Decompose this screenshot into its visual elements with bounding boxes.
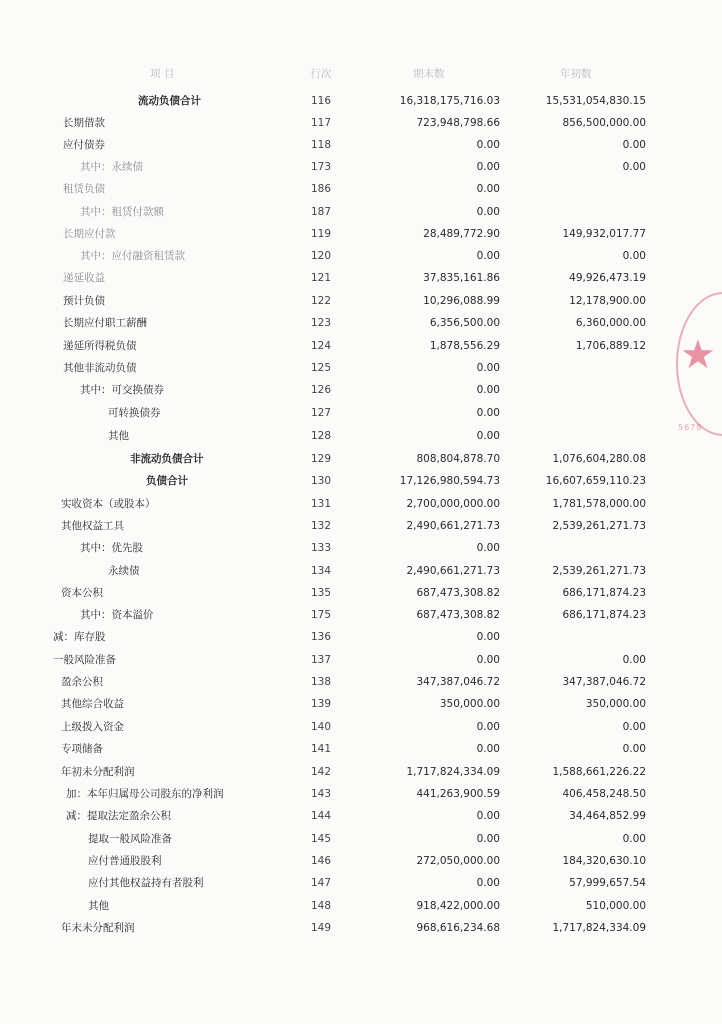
row-begin-balance: 686,171,874.23 <box>562 609 646 621</box>
table-row <box>0 245 722 267</box>
row-line-number: 131 <box>310 498 332 510</box>
row-begin-balance: 12,178,900.00 <box>569 295 646 307</box>
row-item-label: 其中：优先股 <box>80 542 143 554</box>
row-begin-balance: 149,932,017.77 <box>562 228 646 240</box>
row-begin-balance <box>500 537 646 559</box>
table-row <box>0 626 722 648</box>
row-end-balance: 272,050,000.00 <box>416 855 500 867</box>
row-item-label: 资本公积 <box>61 587 103 599</box>
row-begin-balance: 1,706,889.12 <box>575 340 646 352</box>
row-line-number: 126 <box>310 384 332 396</box>
row-item-label: 一般风险准备 <box>53 654 116 666</box>
row-line-number: 132 <box>310 520 332 532</box>
row-begin-balance: 0.00 <box>622 721 646 733</box>
row-end-balance: 441,263,900.59 <box>416 788 500 800</box>
row-end-balance: 0.00 <box>476 161 500 173</box>
row-line-number: 121 <box>310 272 332 284</box>
row-line-number: 129 <box>310 453 332 465</box>
table-row <box>0 693 722 715</box>
table-row <box>0 90 722 112</box>
table-row <box>0 223 722 245</box>
row-line-number: 124 <box>310 340 332 352</box>
row-begin-balance: 6,360,000.00 <box>575 317 646 329</box>
row-item-label: 永续债 <box>108 565 140 577</box>
row-line-number: 117 <box>310 117 332 129</box>
seal-text: 5678 <box>678 423 703 432</box>
row-end-balance: 0.00 <box>476 721 500 733</box>
row-begin-balance: 406,458,248.50 <box>562 788 646 800</box>
row-line-number: 123 <box>310 317 332 329</box>
row-item-label: 可转换债券 <box>108 407 161 419</box>
row-item-label: 其中：永续债 <box>80 161 143 173</box>
row-line-number: 187 <box>310 206 332 218</box>
row-line-number: 135 <box>310 587 332 599</box>
header-end-balance: 期末数 <box>413 68 445 80</box>
row-item-label: 盈余公积 <box>61 676 103 688</box>
row-item-label: 提取一般风险准备 <box>88 833 172 845</box>
row-begin-balance: 0.00 <box>622 250 646 262</box>
row-begin-balance: 350,000.00 <box>585 698 646 710</box>
table-row <box>0 872 722 894</box>
table-row <box>0 738 722 760</box>
row-end-balance: 918,422,000.00 <box>416 900 500 912</box>
row-line-number: 141 <box>310 743 332 755</box>
row-end-balance: 0.00 <box>476 250 500 262</box>
table-row <box>0 201 722 223</box>
row-item-label: 长期借款 <box>63 117 105 129</box>
header-begin-balance: 年初数 <box>560 68 592 80</box>
row-item-label: 非流动负债合计 <box>130 453 204 465</box>
row-item-label: 其中：可交换债券 <box>80 384 164 396</box>
row-item-label: 减：提取法定盈余公积 <box>66 810 171 822</box>
row-item-label: 专项储备 <box>61 743 103 755</box>
row-begin-balance: 34,464,852.99 <box>569 810 646 822</box>
row-end-balance: 0.00 <box>476 206 500 218</box>
row-line-number: 144 <box>310 810 332 822</box>
row-item-label: 其中：应付融资租赁款 <box>80 250 185 262</box>
row-line-number: 142 <box>310 766 332 778</box>
row-end-balance: 28,489,772.90 <box>423 228 500 240</box>
table-row <box>0 402 722 424</box>
table-row <box>0 649 722 671</box>
row-begin-balance: 0.00 <box>622 161 646 173</box>
row-begin-balance: 184,320,630.10 <box>562 855 646 867</box>
header-item: 项 目 <box>150 68 175 80</box>
table-row <box>0 425 722 447</box>
row-end-balance: 968,616,234.68 <box>416 922 500 934</box>
row-line-number: 136 <box>310 631 332 643</box>
row-end-balance: 687,473,308.82 <box>416 587 500 599</box>
table-row <box>0 850 722 872</box>
row-end-balance: 350,000.00 <box>439 698 500 710</box>
table-row <box>0 290 722 312</box>
row-end-balance: 17,126,980,594.73 <box>399 475 500 487</box>
row-item-label: 递延收益 <box>63 272 105 284</box>
table-row <box>0 537 722 559</box>
row-end-balance: 347,387,046.72 <box>416 676 500 688</box>
row-item-label: 其他 <box>108 430 129 442</box>
row-item-label: 租赁负债 <box>63 183 105 195</box>
row-line-number: 148 <box>310 900 332 912</box>
table-row <box>0 828 722 850</box>
row-end-balance: 0.00 <box>476 183 500 195</box>
row-item-label: 年初未分配利润 <box>61 766 135 778</box>
row-begin-balance <box>500 357 646 379</box>
table-row <box>0 560 722 582</box>
row-line-number: 143 <box>310 788 332 800</box>
row-end-balance: 0.00 <box>476 384 500 396</box>
row-begin-balance: 1,717,824,334.09 <box>552 922 646 934</box>
row-begin-balance: 686,171,874.23 <box>562 587 646 599</box>
row-line-number: 173 <box>310 161 332 173</box>
header-line-no: 行次 <box>310 68 332 80</box>
row-end-balance: 10,296,088.99 <box>423 295 500 307</box>
table-row <box>0 267 722 289</box>
table-row <box>0 761 722 783</box>
row-begin-balance <box>500 402 646 424</box>
row-begin-balance: 2,539,261,271.73 <box>552 520 646 532</box>
row-end-balance: 0.00 <box>476 833 500 845</box>
row-begin-balance: 1,076,604,280.08 <box>552 453 646 465</box>
row-begin-balance: 856,500,000.00 <box>562 117 646 129</box>
table-row <box>0 312 722 334</box>
table-row <box>0 156 722 178</box>
table-row <box>0 917 722 939</box>
row-end-balance: 16,318,175,716.03 <box>399 95 500 107</box>
row-item-label: 递延所得税负债 <box>63 340 137 352</box>
row-end-balance: 0.00 <box>476 743 500 755</box>
row-line-number: 128 <box>310 430 332 442</box>
row-end-balance: 0.00 <box>476 654 500 666</box>
row-end-balance: 687,473,308.82 <box>416 609 500 621</box>
row-begin-balance <box>500 626 646 648</box>
row-item-label: 其他 <box>88 900 109 912</box>
table-row <box>0 357 722 379</box>
row-line-number: 134 <box>310 565 332 577</box>
table-row <box>0 671 722 693</box>
row-line-number: 138 <box>310 676 332 688</box>
row-end-balance: 0.00 <box>476 877 500 889</box>
table-row <box>0 515 722 537</box>
row-end-balance: 0.00 <box>476 407 500 419</box>
row-line-number: 120 <box>310 250 332 262</box>
row-item-label: 上级拨入资金 <box>61 721 124 733</box>
row-end-balance: 723,948,798.66 <box>416 117 500 129</box>
table-row <box>0 335 722 357</box>
row-item-label: 流动负债合计 <box>138 95 201 107</box>
table-row <box>0 493 722 515</box>
row-end-balance: 1,717,824,334.09 <box>406 766 500 778</box>
row-begin-balance: 0.00 <box>622 743 646 755</box>
row-begin-balance: 1,781,578,000.00 <box>552 498 646 510</box>
table-row <box>0 604 722 626</box>
row-item-label: 其他权益工具 <box>61 520 124 532</box>
row-begin-balance: 0.00 <box>622 139 646 151</box>
row-item-label: 其中：资本溢价 <box>80 609 154 621</box>
table-row <box>0 379 722 401</box>
table-row <box>0 582 722 604</box>
row-begin-balance: 0.00 <box>622 654 646 666</box>
table-row <box>0 448 722 470</box>
row-line-number: 119 <box>310 228 332 240</box>
row-line-number: 133 <box>310 542 332 554</box>
row-begin-balance: 510,000.00 <box>585 900 646 912</box>
row-line-number: 140 <box>310 721 332 733</box>
row-begin-balance <box>500 201 646 223</box>
row-begin-balance: 347,387,046.72 <box>562 676 646 688</box>
row-item-label: 长期应付款 <box>63 228 116 240</box>
row-line-number: 130 <box>310 475 332 487</box>
table-row <box>0 895 722 917</box>
row-begin-balance: 15,531,054,830.15 <box>545 95 646 107</box>
row-begin-balance: 57,999,657.54 <box>569 877 646 889</box>
row-line-number: 139 <box>310 698 332 710</box>
row-begin-balance: 1,588,661,226.22 <box>552 766 646 778</box>
table-row <box>0 470 722 492</box>
row-end-balance: 0.00 <box>476 362 500 374</box>
row-item-label: 长期应付职工薪酬 <box>63 317 147 329</box>
row-item-label: 负债合计 <box>146 475 188 487</box>
row-begin-balance: 2,539,261,271.73 <box>552 565 646 577</box>
row-line-number: 118 <box>310 139 332 151</box>
row-begin-balance: 16,607,659,110.23 <box>545 475 646 487</box>
row-line-number: 186 <box>310 183 332 195</box>
table-row <box>0 112 722 134</box>
table-row <box>0 716 722 738</box>
row-line-number: 146 <box>310 855 332 867</box>
seal-star-icon: ★ <box>680 332 716 378</box>
row-end-balance: 2,700,000,000.00 <box>406 498 500 510</box>
row-begin-balance <box>500 425 646 447</box>
row-line-number: 149 <box>310 922 332 934</box>
row-item-label: 应付其他权益持有者股利 <box>88 877 204 889</box>
row-item-label: 其中：租赁付款额 <box>80 206 164 218</box>
row-line-number: 147 <box>310 877 332 889</box>
row-end-balance: 2,490,661,271.73 <box>406 565 500 577</box>
row-end-balance: 0.00 <box>476 542 500 554</box>
row-begin-balance: 0.00 <box>622 833 646 845</box>
row-item-label: 其他非流动负债 <box>63 362 137 374</box>
table-row <box>0 783 722 805</box>
row-line-number: 137 <box>310 654 332 666</box>
row-item-label: 预计负债 <box>63 295 105 307</box>
row-line-number: 175 <box>310 609 332 621</box>
row-end-balance: 0.00 <box>476 631 500 643</box>
row-end-balance: 0.00 <box>476 810 500 822</box>
row-begin-balance: 49,926,473.19 <box>569 272 646 284</box>
row-end-balance: 6,356,500.00 <box>429 317 500 329</box>
row-item-label: 实收资本（或股本） <box>61 498 156 510</box>
row-end-balance: 0.00 <box>476 139 500 151</box>
row-line-number: 116 <box>310 95 332 107</box>
row-line-number: 122 <box>310 295 332 307</box>
row-line-number: 125 <box>310 362 332 374</box>
row-line-number: 145 <box>310 833 332 845</box>
row-item-label: 加：本年归属母公司股东的净利润 <box>66 788 224 800</box>
row-item-label: 其他综合收益 <box>61 698 124 710</box>
row-end-balance: 0.00 <box>476 430 500 442</box>
row-begin-balance <box>500 178 646 200</box>
row-end-balance: 37,835,161.86 <box>423 272 500 284</box>
table-header <box>0 63 722 85</box>
row-begin-balance <box>500 379 646 401</box>
row-end-balance: 808,804,878.70 <box>416 453 500 465</box>
table-row <box>0 134 722 156</box>
row-line-number: 127 <box>310 407 332 419</box>
row-item-label: 年末未分配利润 <box>61 922 135 934</box>
table-row <box>0 805 722 827</box>
table-row <box>0 178 722 200</box>
row-item-label: 减：库存股 <box>53 631 106 643</box>
row-item-label: 应付普通股股利 <box>88 855 162 867</box>
row-end-balance: 1,878,556.29 <box>429 340 500 352</box>
row-end-balance: 2,490,661,271.73 <box>406 520 500 532</box>
row-item-label: 应付债券 <box>63 139 105 151</box>
